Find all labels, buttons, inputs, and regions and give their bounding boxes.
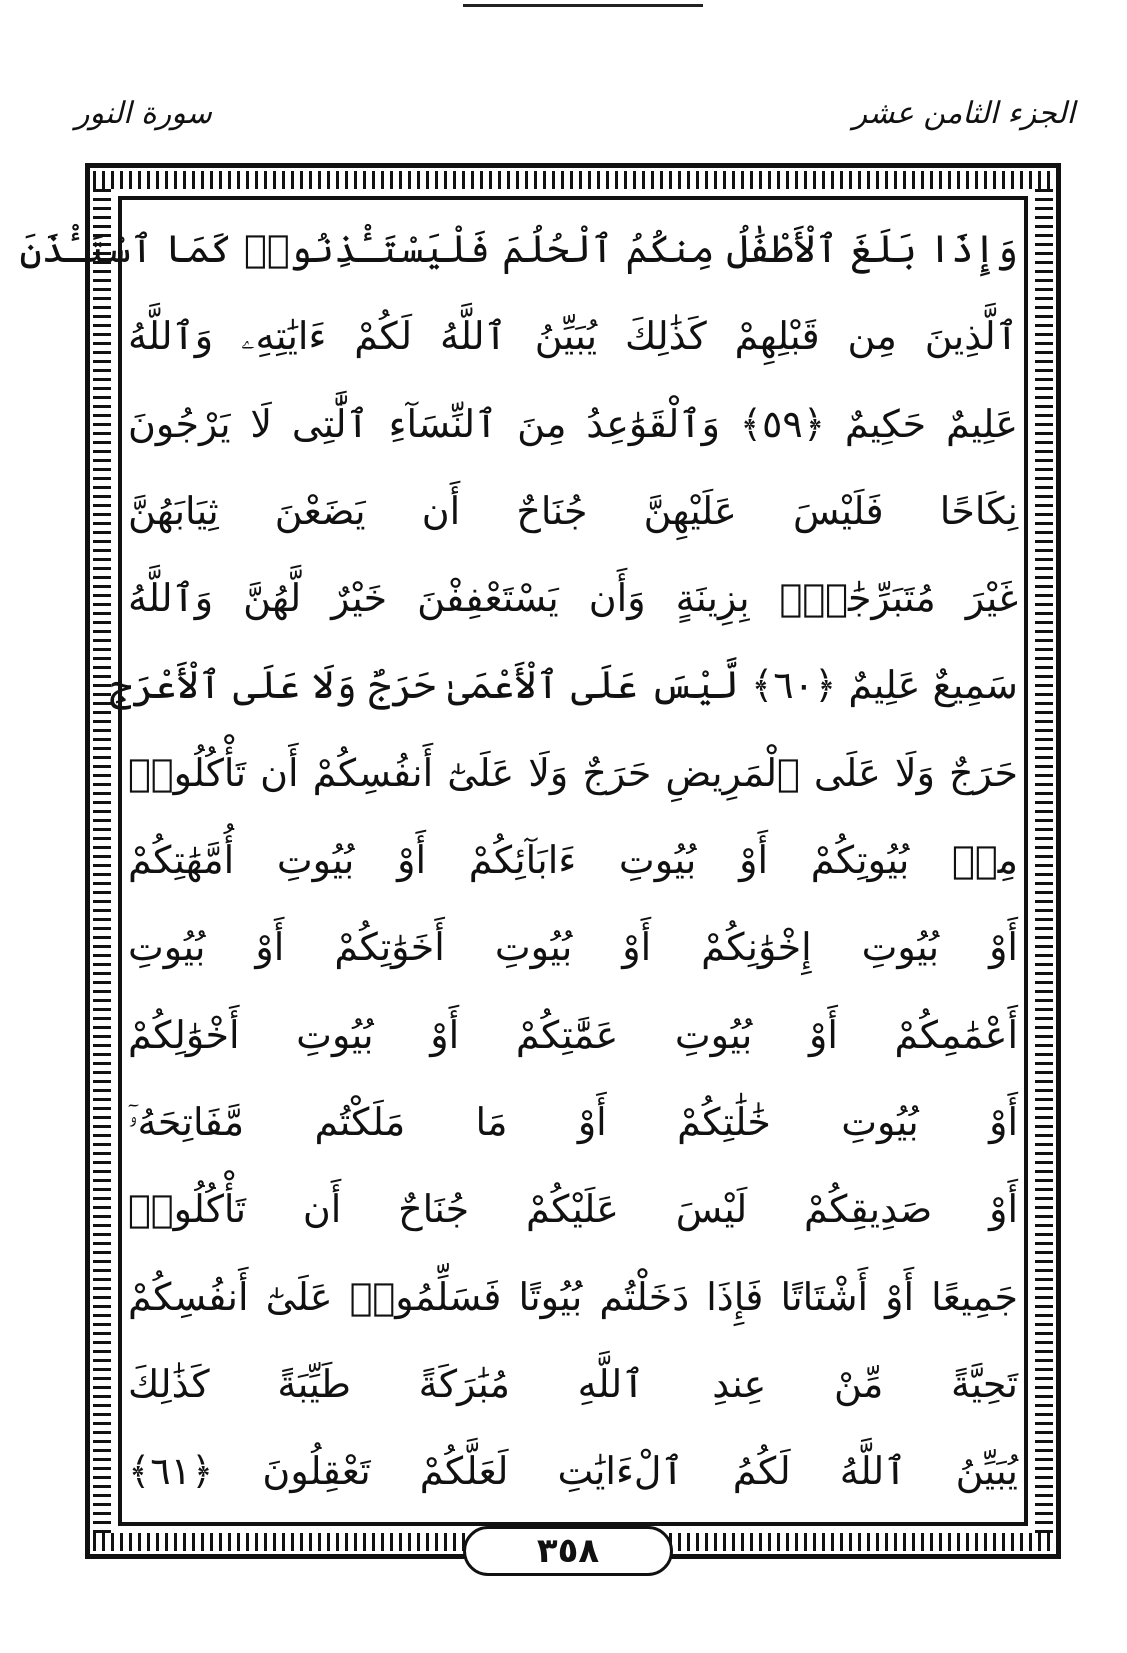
text-line: وَإِذَا بَلَغَ ٱلْأَطْفَٰلُ مِنكُمُ ٱلْحُلُمَ فَلْيَسْتَـْٔذِنُوا۟ كَمَا ٱسْتَـْٔذَنَ bbox=[19, 227, 1018, 271]
top-rule bbox=[463, 4, 703, 7]
text-line: أَوْ صَدِيقِكُمْ لَيْسَ عَلَيْكُمْ جُنَاحٌ أَن تَأْكُلُوا۟ bbox=[128, 1187, 1018, 1232]
text-line: ٱلَّذِينَ مِن قَبْلِهِمْ كَذَٰلِكَ يُبَيِّنُ ٱللَّهُ لَكُمْ ءَايَٰتِهِۦ وَٱللَّهُ bbox=[128, 314, 1018, 359]
page-header bbox=[75, 96, 1075, 156]
text-line: تَحِيَّةً مِّنْ عِندِ ٱللَّهِ مُبَٰرَكَةً طَيِّبَةً كَذَٰلِكَ bbox=[128, 1361, 1018, 1406]
surah-title: سورة النور bbox=[75, 96, 212, 131]
page-number: ٣٥٨ bbox=[463, 1526, 673, 1576]
text-line: يُبَيِّنُ ٱللَّهُ لَكُمُ ٱلْءَايَٰتِ لَعَلَّكُمْ تَعْقِلُونَ ﴿٦١﴾ bbox=[128, 1449, 1018, 1494]
text-line: أَوْ بُيُوتِ إِخْوَٰنِكُمْ أَوْ بُيُوتِ أَخَوَٰتِكُمْ أَوْ بُيُوتِ bbox=[128, 925, 1018, 970]
text-line: جَمِيعًا أَوْ أَشْتَاتًا فَإِذَا دَخَلْتُم بُيُوتًا فَسَلِّمُوا۟ عَلَىٰٓ أَنفُسِكُمْ bbox=[128, 1274, 1018, 1319]
text-line: عَلِيمٌ حَكِيمٌ ﴿٥٩﴾ وَٱلْقَوَٰعِدُ مِنَ ٱلنِّسَآءِ ٱلَّٰتِى لَا يَرْجُونَ bbox=[128, 401, 1018, 446]
text-line: أَعْمَٰمِكُمْ أَوْ بُيُوتِ عَمَّٰتِكُمْ أَوْ بُيُوتِ أَخْوَٰلِكُمْ bbox=[128, 1012, 1018, 1057]
juz-title: الجزء الثامن عشر bbox=[852, 96, 1075, 131]
text-line: أَوْ بُيُوتِ خَٰلَٰتِكُمْ أَوْ مَا مَلَكْتُم مَّفَاتِحَهُۥٓ bbox=[128, 1099, 1018, 1144]
quran-text bbox=[19, 206, 1018, 1516]
text-line: حَرَجٌ وَلَا عَلَى ٱلْمَرِيضِ حَرَجٌ وَلَا عَلَىٰٓ أَنفُسِكُمْ أَن تَأْكُلُوا۟ bbox=[128, 750, 1018, 795]
text-line: سَمِيعٌ عَلِيمٌ ﴿٦٠﴾ لَّيْسَ عَلَى ٱلْأَعْمَىٰ حَرَجٌ وَلَا عَلَى ٱلْأَعْرَجِ bbox=[109, 663, 1018, 708]
text-line: غَيْرَ مُتَبَرِّجَٰتٍۭ بِزِينَةٍ وَأَن يَسْتَعْفِفْنَ خَيْرٌ لَّهُنَّ وَٱللَّهُ bbox=[128, 576, 1018, 621]
text-line: نِكَاحًا فَلَيْسَ عَلَيْهِنَّ جُنَاحٌ أَن يَضَعْنَ ثِيَابَهُنَّ bbox=[128, 488, 1018, 533]
text-line: مِنۢ بُيُوتِكُمْ أَوْ بُيُوتِ ءَابَآئِكُمْ أَوْ بُيُوتِ أُمَّهَٰتِكُمْ bbox=[128, 838, 1018, 883]
